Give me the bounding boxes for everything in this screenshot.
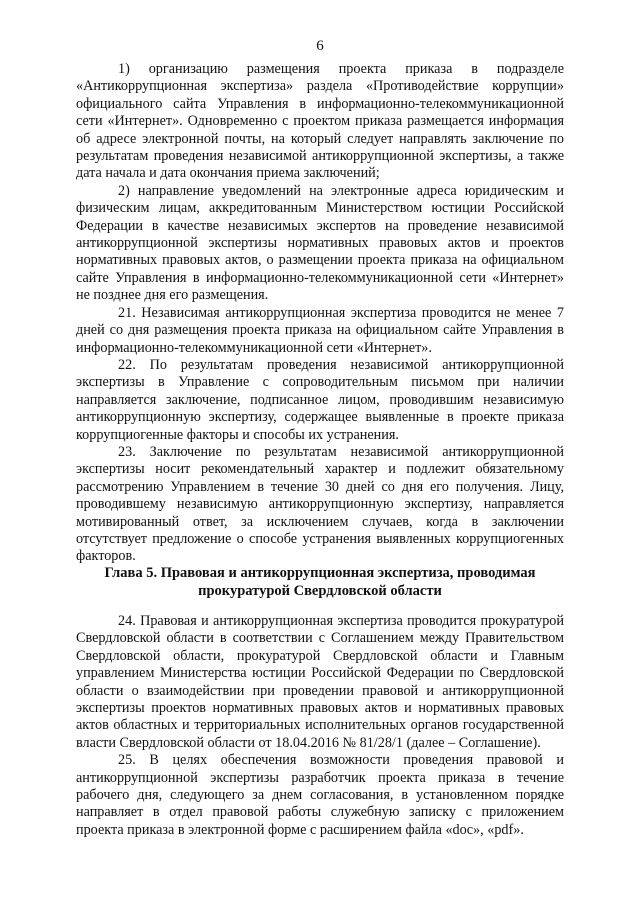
- chapter-heading-line-1: Глава 5. Правовая и антикоррупционная экспертиза, проводимая: [104, 565, 536, 581]
- chapter-5-heading: [76, 564, 564, 600]
- paragraph-22: 22. По результатам проведения независимой антикоррупционной экспертизы в Управление с сопроводительным письмом при наличии направляется заключение, подписанное лицом, проводившим независимую антикоррупционную экспертизу, содержащее выявленные в проекте приказа коррупциогенные факторы и способы их устранения.: [76, 356, 564, 443]
- paragraph-item-1: 1) организацию размещения проекта приказа в подразделе «Антикоррупционная экспертиза» раздела «Противодействие коррупции» официального сайта Управления в информационно-телекоммуникационной сети «Интернет». Одновременно с проектом приказа размещается информация об адресе электронной почты, на который следует направлять заключение по результатам проведения независимой антикоррупционной экспертизы, а также дата начала и дата окончания приема заключений;: [76, 61, 564, 182]
- paragraph-25: 25. В целях обеспечения возможности проведения правовой и антикоррупционной экспертизы разработчик проекта приказа в течение рабочего дня, следующего за днем согласования, в установленном порядке направляет в отдел правовой работы служебную записку с приложением проекта приказа в электронной форме с расширением файла «doc», «pdf».: [76, 752, 564, 838]
- paragraphs-block-before-heading: [76, 61, 564, 566]
- paragraph-21: 21. Независимая антикоррупционная экспертиза проводится не менее 7 дней со дня размещения проекта приказа на официальном сайте Управления в информационно-телекоммуникационной сети «Интернет».: [76, 304, 564, 356]
- chapter-heading-line-2: прокуратурой Свердловской области: [198, 583, 442, 599]
- page-number: 6: [316, 38, 324, 54]
- paragraphs-block-after-heading: [76, 613, 564, 839]
- paragraph-item-2: 2) направление уведомлений на электронные адреса юридическим и физическим лицам, аккредитованным Министерством юстиции Российской Федерации в качестве независимых экспертов на проведение независимой антикоррупционной экспертизы нормативных правовых актов и проектов нормативных правовых актов, о размещении проекта приказа на официальном сайте Управления в информационно-телекоммуникационной сети «Интернет» не позднее дня его размещения.: [76, 182, 564, 304]
- paragraph-24: 24. Правовая и антикоррупционная экспертиза проводится прокуратурой Свердловской области в соответствии с Соглашением между Правительством Свердловской области, прокуратурой Свердловской области и Главным управлением Министерства юстиции Российской Федерации по Свердловской области о взаимодействии при проведении правовой и антикоррупционной экспертизы проектов нормативных правовых актов и нормативных правовых актов областных и территориальных исполнительных органов государственной власти Свердловской области от 18.04.2016 № 81/28/1 (далее – Соглашение).: [76, 613, 564, 751]
- paragraph-23: 23. Заключение по результатам независимой антикоррупционной экспертизы носит рекомендательный характер и подлежит обязательному рассмотрению Управлением в течение 30 дней со дня его получения. Лицу, проводившему независимую антикоррупционную экспертизу, направляется мотивированный ответ, за исключением случаев, когда в заключении отсутствует предложение о способе устранения выявленных коррупциогенных факторов.: [76, 443, 564, 565]
